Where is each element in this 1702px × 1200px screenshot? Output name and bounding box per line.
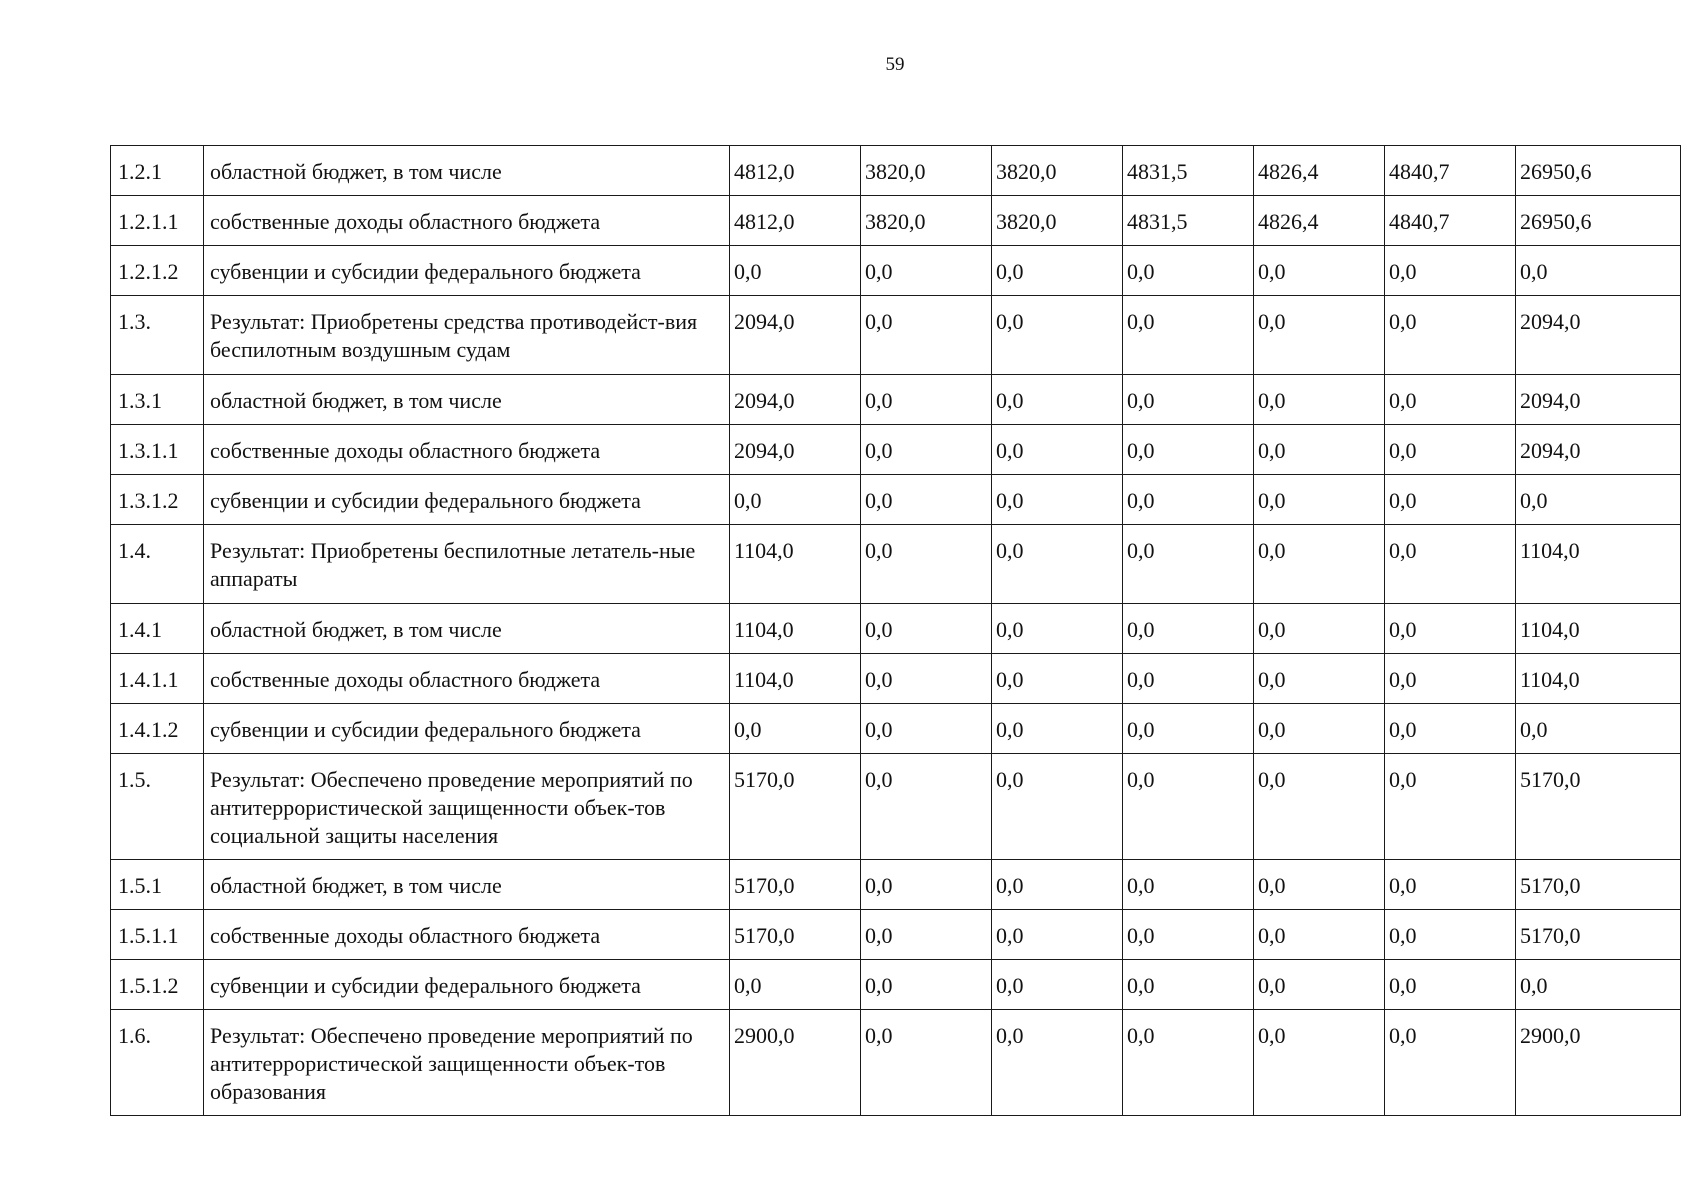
row-value-cell: 0,0 (861, 425, 992, 475)
row-description-cell: субвенции и субсидии федерального бюджета (204, 704, 730, 754)
row-value-cell: 0,0 (1385, 910, 1516, 960)
row-description-cell: собственные доходы областного бюджета (204, 654, 730, 704)
row-value-cell: 0,0 (861, 910, 992, 960)
row-value-cell: 0,0 (1385, 425, 1516, 475)
row-value-cell: 0,0 (1123, 960, 1254, 1010)
row-value-cell: 0,0 (1385, 296, 1516, 375)
row-value-cell: 0,0 (1123, 475, 1254, 525)
row-code-cell: 1.2.1.2 (111, 246, 204, 296)
row-value-cell: 2094,0 (730, 296, 861, 375)
row-code-cell: 1.5.1.1 (111, 910, 204, 960)
row-value-cell: 0,0 (1123, 1010, 1254, 1116)
row-value-cell: 0,0 (1254, 425, 1385, 475)
row-value-cell: 5170,0 (1516, 910, 1681, 960)
row-value-cell: 0,0 (1385, 960, 1516, 1010)
row-description-cell: Результат: Приобретены средства противодейст-вия беспилотным воздушным судам (204, 296, 730, 375)
row-description-cell: областной бюджет, в том числе (204, 860, 730, 910)
row-value-cell: 0,0 (1385, 246, 1516, 296)
row-value-cell: 4831,5 (1123, 196, 1254, 246)
row-value-cell: 0,0 (1123, 525, 1254, 604)
row-value-cell: 0,0 (1254, 910, 1385, 960)
row-value-cell: 2094,0 (1516, 296, 1681, 375)
row-value-cell: 0,0 (992, 704, 1123, 754)
row-description-cell: субвенции и субсидии федерального бюджета (204, 960, 730, 1010)
row-value-cell: 0,0 (992, 1010, 1123, 1116)
row-value-cell: 0,0 (1123, 860, 1254, 910)
row-value-cell: 0,0 (861, 1010, 992, 1116)
table-body (111, 146, 1681, 1116)
row-value-cell: 3820,0 (992, 146, 1123, 196)
row-value-cell: 0,0 (992, 475, 1123, 525)
table-row (111, 196, 1681, 246)
row-value-cell: 0,0 (861, 604, 992, 654)
table-row (111, 704, 1681, 754)
row-description-cell: собственные доходы областного бюджета (204, 910, 730, 960)
row-value-cell: 1104,0 (730, 654, 861, 704)
row-value-cell: 0,0 (1123, 246, 1254, 296)
table-row (111, 754, 1681, 860)
row-value-cell: 5170,0 (1516, 860, 1681, 910)
row-code-cell: 1.4.1.2 (111, 704, 204, 754)
row-description-cell: областной бюджет, в том числе (204, 604, 730, 654)
row-description-cell: собственные доходы областного бюджета (204, 196, 730, 246)
table-row (111, 910, 1681, 960)
row-value-cell: 4812,0 (730, 196, 861, 246)
row-value-cell: 1104,0 (730, 604, 861, 654)
row-code-cell: 1.4. (111, 525, 204, 604)
row-value-cell: 0,0 (992, 246, 1123, 296)
row-value-cell: 0,0 (1254, 754, 1385, 860)
row-value-cell: 1104,0 (730, 525, 861, 604)
row-code-cell: 1.2.1.1 (111, 196, 204, 246)
row-value-cell: 0,0 (1516, 246, 1681, 296)
table-row (111, 960, 1681, 1010)
row-description-cell: Результат: Приобретены беспилотные летатель-ные аппараты (204, 525, 730, 604)
row-value-cell: 0,0 (1385, 704, 1516, 754)
row-value-cell: 0,0 (861, 475, 992, 525)
row-value-cell: 0,0 (1516, 960, 1681, 1010)
row-description-cell: Результат: Обеспечено проведение мероприятий по антитеррористической защищенности объек-тов образования (204, 1010, 730, 1116)
row-value-cell: 0,0 (1516, 704, 1681, 754)
row-value-cell: 5170,0 (730, 860, 861, 910)
row-value-cell: 4831,5 (1123, 146, 1254, 196)
table-row (111, 246, 1681, 296)
row-value-cell: 0,0 (1254, 604, 1385, 654)
row-value-cell: 0,0 (1123, 754, 1254, 860)
row-description-cell: субвенции и субсидии федерального бюджета (204, 475, 730, 525)
row-code-cell: 1.6. (111, 1010, 204, 1116)
row-code-cell: 1.4.1 (111, 604, 204, 654)
row-code-cell: 1.5.1 (111, 860, 204, 910)
row-value-cell: 0,0 (1254, 296, 1385, 375)
row-value-cell: 0,0 (1516, 475, 1681, 525)
row-value-cell: 0,0 (1254, 1010, 1385, 1116)
table-row (111, 146, 1681, 196)
row-value-cell: 0,0 (1385, 1010, 1516, 1116)
row-value-cell: 0,0 (1254, 654, 1385, 704)
table-row (111, 525, 1681, 604)
table-row (111, 375, 1681, 425)
row-value-cell: 0,0 (861, 525, 992, 604)
row-value-cell: 0,0 (1123, 425, 1254, 475)
row-value-cell: 0,0 (992, 910, 1123, 960)
row-value-cell: 4812,0 (730, 146, 861, 196)
row-value-cell: 0,0 (730, 704, 861, 754)
table-row (111, 654, 1681, 704)
row-value-cell: 3820,0 (992, 196, 1123, 246)
row-value-cell: 2094,0 (730, 375, 861, 425)
row-value-cell: 5170,0 (1516, 754, 1681, 860)
table-row (111, 860, 1681, 910)
row-value-cell: 0,0 (1254, 525, 1385, 604)
row-value-cell: 0,0 (1123, 604, 1254, 654)
row-value-cell: 0,0 (992, 604, 1123, 654)
row-value-cell: 1104,0 (1516, 604, 1681, 654)
row-value-cell: 0,0 (992, 960, 1123, 1010)
row-code-cell: 1.5.1.2 (111, 960, 204, 1010)
row-value-cell: 26950,6 (1516, 196, 1681, 246)
row-value-cell: 0,0 (1385, 375, 1516, 425)
row-value-cell: 0,0 (1254, 475, 1385, 525)
row-value-cell: 0,0 (1123, 704, 1254, 754)
row-value-cell: 1104,0 (1516, 525, 1681, 604)
table-row (111, 475, 1681, 525)
row-value-cell: 1104,0 (1516, 654, 1681, 704)
row-value-cell: 5170,0 (730, 910, 861, 960)
budget-table (110, 145, 1681, 1116)
row-value-cell: 0,0 (1123, 296, 1254, 375)
row-value-cell: 0,0 (1385, 525, 1516, 604)
row-value-cell: 2094,0 (1516, 425, 1681, 475)
row-code-cell: 1.3. (111, 296, 204, 375)
row-value-cell: 5170,0 (730, 754, 861, 860)
page-number: 59 (885, 54, 905, 75)
table-row (111, 425, 1681, 475)
row-value-cell: 0,0 (992, 375, 1123, 425)
row-value-cell: 0,0 (1254, 960, 1385, 1010)
row-value-cell: 2900,0 (1516, 1010, 1681, 1116)
row-code-cell: 1.5. (111, 754, 204, 860)
row-value-cell: 0,0 (1123, 654, 1254, 704)
row-description-cell: Результат: Обеспечено проведение мероприятий по антитеррористической защищенности объек-тов социальной защиты населения (204, 754, 730, 860)
row-value-cell: 0,0 (992, 296, 1123, 375)
row-value-cell: 4826,4 (1254, 146, 1385, 196)
row-value-cell: 0,0 (1385, 860, 1516, 910)
row-value-cell: 0,0 (1385, 475, 1516, 525)
row-value-cell: 0,0 (1123, 375, 1254, 425)
row-code-cell: 1.4.1.1 (111, 654, 204, 704)
row-value-cell: 0,0 (1254, 704, 1385, 754)
row-value-cell: 0,0 (861, 754, 992, 860)
row-value-cell: 0,0 (1385, 604, 1516, 654)
table-row (111, 1010, 1681, 1116)
row-value-cell: 0,0 (1385, 754, 1516, 860)
row-value-cell: 0,0 (861, 960, 992, 1010)
row-value-cell: 4840,7 (1385, 146, 1516, 196)
row-value-cell: 0,0 (730, 475, 861, 525)
row-code-cell: 1.3.1.1 (111, 425, 204, 475)
row-value-cell: 0,0 (1254, 375, 1385, 425)
row-value-cell: 3820,0 (861, 196, 992, 246)
row-value-cell: 0,0 (992, 525, 1123, 604)
row-value-cell: 0,0 (992, 654, 1123, 704)
row-value-cell: 3820,0 (861, 146, 992, 196)
row-value-cell: 0,0 (861, 246, 992, 296)
row-value-cell: 0,0 (730, 246, 861, 296)
row-code-cell: 1.2.1 (111, 146, 204, 196)
row-value-cell: 0,0 (992, 860, 1123, 910)
row-value-cell: 0,0 (1254, 860, 1385, 910)
row-value-cell: 0,0 (861, 860, 992, 910)
row-value-cell: 0,0 (861, 375, 992, 425)
row-code-cell: 1.3.1.2 (111, 475, 204, 525)
row-value-cell: 0,0 (1254, 246, 1385, 296)
row-value-cell: 26950,6 (1516, 146, 1681, 196)
row-value-cell: 0,0 (1123, 910, 1254, 960)
row-description-cell: собственные доходы областного бюджета (204, 425, 730, 475)
row-value-cell: 0,0 (861, 654, 992, 704)
row-value-cell: 0,0 (992, 754, 1123, 860)
row-description-cell: областной бюджет, в том числе (204, 146, 730, 196)
row-value-cell: 2094,0 (1516, 375, 1681, 425)
row-value-cell: 0,0 (861, 296, 992, 375)
row-value-cell: 0,0 (861, 704, 992, 754)
row-value-cell: 4826,4 (1254, 196, 1385, 246)
row-code-cell: 1.3.1 (111, 375, 204, 425)
row-value-cell: 0,0 (730, 960, 861, 1010)
row-value-cell: 2094,0 (730, 425, 861, 475)
table-row (111, 604, 1681, 654)
row-value-cell: 4840,7 (1385, 196, 1516, 246)
row-value-cell: 0,0 (992, 425, 1123, 475)
row-value-cell: 0,0 (1385, 654, 1516, 704)
row-description-cell: областной бюджет, в том числе (204, 375, 730, 425)
row-value-cell: 2900,0 (730, 1010, 861, 1116)
row-description-cell: субвенции и субсидии федерального бюджета (204, 246, 730, 296)
table-row (111, 296, 1681, 375)
